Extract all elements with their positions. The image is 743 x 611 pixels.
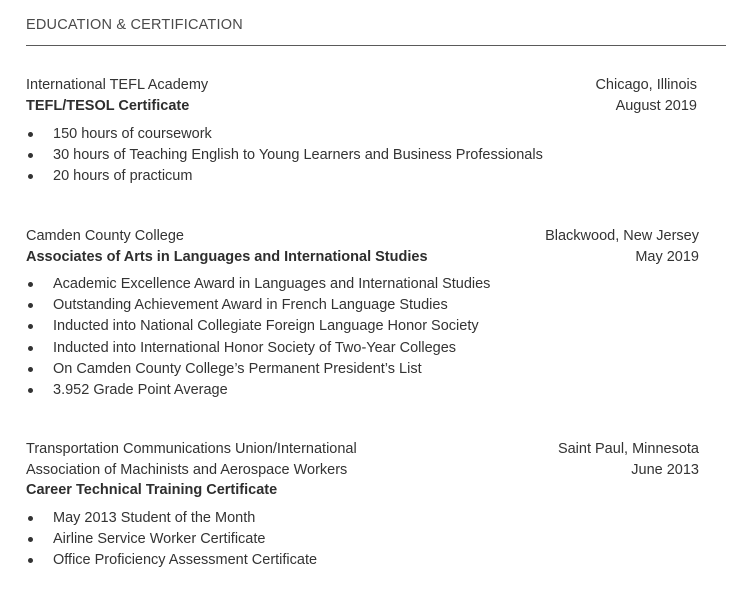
list-item: 20 hours of practicum [26,166,543,187]
credential-title: Associates of Arts in Languages and International Studies [26,248,428,265]
institution-name: Transportation Communications Union/International [26,441,357,457]
bullet-icon [28,303,33,308]
bullet-icon [28,324,33,329]
bullet-icon [28,174,33,179]
list-item: May 2013 Student of the Month [26,508,317,529]
entry-location: Blackwood, New Jersey [545,228,699,244]
bullet-icon [28,388,33,393]
accomplishment-list [26,124,543,188]
entry-location: Saint Paul, Minnesota [557,441,699,457]
section-divider [26,45,726,46]
bullet-icon [28,367,33,372]
list-item: Inducted into International Honor Society of Two-Year Colleges [26,338,490,359]
entry-date: May 2019 [635,248,699,265]
bullet-icon [28,153,33,158]
list-item: Academic Excellence Award in Languages and International Studies [26,274,490,295]
entry-date: June 2013 [631,461,699,478]
institution-name: International TEFL Academy [26,77,209,93]
list-item: 3.952 Grade Point Average [26,380,490,401]
list-item: Outstanding Achievement Award in French Language Studies [26,295,490,316]
entry-date: August 2019 [615,97,697,114]
credential-title: TEFL/TESOL Certificate [26,97,190,114]
bullet-icon [28,516,33,521]
entry-location: Chicago, Illinois [595,77,697,93]
bullet-icon [28,346,33,351]
list-item: Airline Service Worker Certificate [26,529,317,550]
accomplishment-list [26,508,317,572]
list-item: Office Proficiency Assessment Certificate [26,550,317,571]
section-title: EDUCATION & CERTIFICATION [26,17,243,33]
institution-name: Camden County College [26,228,184,244]
education-entry-tefl [26,75,699,116]
credential-title: Career Technical Training Certificate [26,482,278,498]
institution-name-continued: Association of Machinists and Aerospace Workers [26,461,348,478]
list-item: Inducted into National Collegiate Foreign Language Honor Society [26,316,490,337]
accomplishment-list [26,274,490,401]
list-item: 30 hours of Teaching English to Young Learners and Business Professionals [26,145,543,166]
bullet-icon [28,282,33,287]
list-item: On Camden County College’s Permanent President’s List [26,359,490,380]
bullet-icon [28,537,33,542]
education-entry-tcu [26,439,699,501]
bullet-icon [28,558,33,563]
education-entry-camden [26,226,699,267]
bullet-icon [28,132,33,137]
list-item: 150 hours of coursework [26,124,543,145]
